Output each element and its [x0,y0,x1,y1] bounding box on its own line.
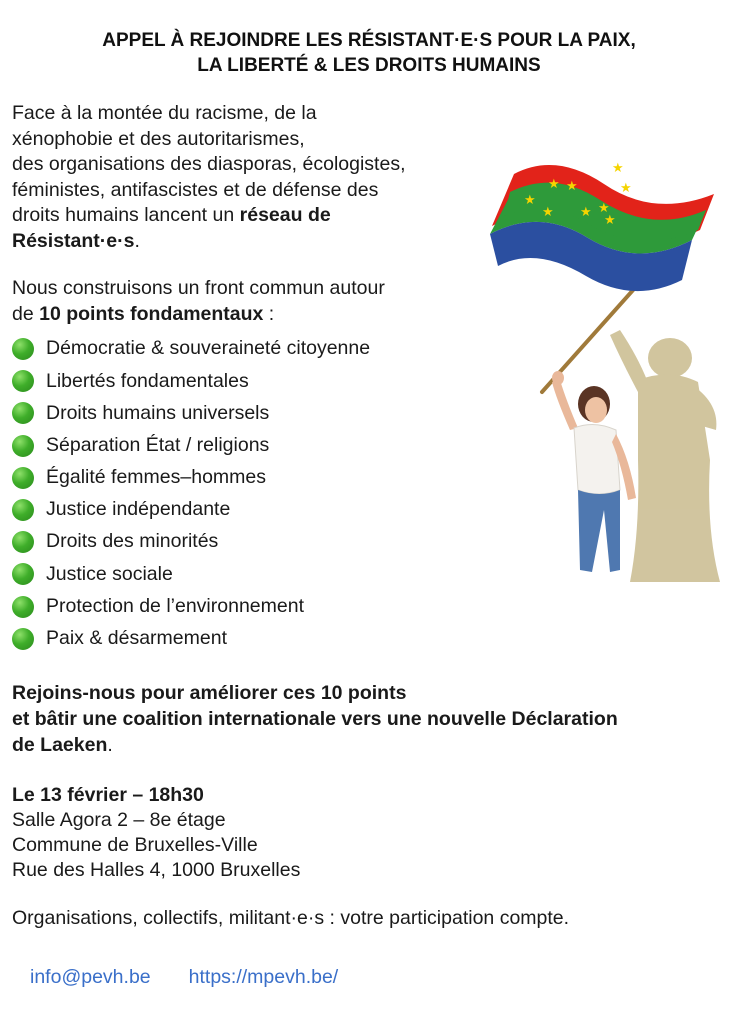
svg-text:★: ★ [612,161,624,176]
points-list [12,333,472,655]
point-label: Droits des minorités [46,530,219,553]
list-item [12,623,472,655]
contact-links [30,966,338,989]
list-item [12,494,472,526]
title-line-1: APPEL À REJOINDRE LES RÉSISTANT·E·S POUR LA PAIX, [102,30,636,51]
list-item [12,333,472,365]
list-item [12,558,472,590]
intro-paragraph [12,101,472,254]
network-name-part-1: réseau de [239,204,331,226]
green-circle-icon [12,628,34,650]
list-item [12,462,472,494]
call-line-2: et bâtir une coalition internationale vers une nouvelle Déclaration [12,708,618,730]
svg-text:★: ★ [620,181,632,196]
svg-text:★: ★ [566,179,578,194]
point-label: Séparation État / religions [46,433,270,456]
event-date-time: Le 13 février – 18h30 [12,784,204,806]
point-label: Droits humains universels [46,401,270,424]
closing-statement: Organisations, collectifs, militant·e·s : votre participation compte. [12,907,570,929]
intro-line-2: xénophobie et des autoritarismes, [12,127,305,150]
point-label: Protection de l’environnement [46,594,304,617]
event-details [12,783,612,883]
flyer-title [0,28,738,78]
green-circle-icon [12,435,34,457]
event-commune: Commune de Bruxelles-Ville [12,834,258,856]
points-intro-line-2 [12,302,472,328]
points-intro-suffix: : [263,302,275,325]
green-circle-icon [12,596,34,618]
green-circle-icon [12,370,34,392]
green-circle-icon [12,338,34,360]
list-item [12,365,472,397]
list-item [12,526,472,558]
green-circle-icon [12,467,34,489]
point-label: Démocratie & souveraineté citoyenne [46,337,371,360]
point-label: Libertés fondamentales [46,369,249,392]
call-line-3 [12,732,732,758]
point-label: Égalité femmes–hommes [46,466,267,489]
green-circle-icon [12,499,34,521]
svg-text:★: ★ [548,177,560,192]
svg-text:★: ★ [524,193,536,208]
intro-line-3: des organisations des diasporas, écologistes, [12,153,406,175]
email-link[interactable]: info@pevh.be [30,966,151,988]
call-line-1: Rejoins-nous pour améliorer ces 10 points [12,682,407,704]
point-label: Paix & désarmement [46,627,227,650]
point-label: Justice sociale [46,562,173,585]
call-to-action [12,680,732,758]
event-room: Salle Agora 2 – 8e étage [12,809,226,831]
network-name-part-2: Résistant·e·s [12,229,135,252]
intro-line-5-text: droits humains lancent un [12,204,240,226]
points-section [12,276,472,655]
svg-text:★: ★ [580,205,592,220]
list-item [12,430,472,462]
green-circle-icon [12,531,34,553]
intro-line-4: féministes, antifascistes et de défense des [12,178,379,201]
points-intro-prefix: de [12,302,40,325]
svg-text:★: ★ [604,213,616,228]
green-circle-icon [12,563,34,585]
points-intro-line-1: Nous construisons un front commun autour [12,277,385,299]
intro-line-6 [12,229,472,255]
intro-line-6-end: . [134,229,140,252]
flag-bearer-illustration [470,130,732,582]
intro-line-1: Face à la montée du racisme, de la [12,102,317,124]
call-line-3-end: . [107,734,113,756]
green-circle-icon [12,402,34,424]
list-item [12,591,472,623]
declaration-name: de Laeken [12,734,108,756]
title-line-2: LA LIBERTÉ & LES DROITS HUMAINS [197,55,541,76]
points-intro-bold: 10 points fondamentaux [39,302,264,325]
website-link[interactable]: https://mpevh.be/ [188,966,339,988]
intro-line-5 [12,203,472,229]
event-address: Rue des Halles 4, 1000 Bruxelles [12,859,301,881]
svg-text:★: ★ [542,205,554,220]
svg-text:★: ★ [598,201,610,216]
point-label: Justice indépendante [46,498,231,521]
list-item [12,397,472,429]
